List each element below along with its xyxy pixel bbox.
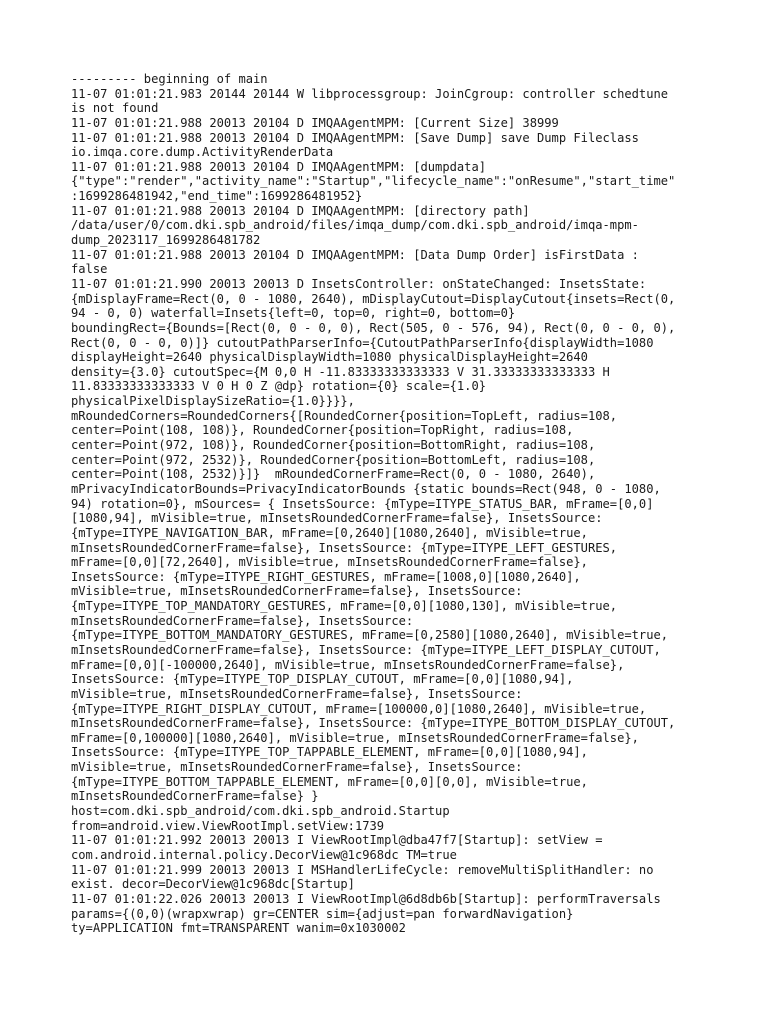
log-line: 11-07 01:01:21.988 20013 20104 D IMQAAgentMPM: [Data Dump Order] isFirstData : xyxy=(71,247,639,262)
log-line: com.android.internal.policy.DecorView@1c968dc TM=true xyxy=(71,847,457,862)
log-line: density={3.0} cutoutSpec={M 0,0 H -11.83333333333333 V 31.33333333333333 H xyxy=(71,364,610,379)
log-document xyxy=(71,72,701,936)
log-line: 11-07 01:01:21.988 20013 20104 D IMQAAgentMPM: [dumpdata] xyxy=(71,159,487,174)
log-line: center=Point(972, 2532)}, RoundedCorner{position=BottomLeft, radius=108, xyxy=(71,452,596,467)
log-line: io.imqa.core.dump.ActivityRenderData xyxy=(71,145,334,160)
log-line: 94 - 0, 0) waterfall=Insets{left=0, top=0, right=0, bottom=0} xyxy=(71,306,516,321)
log-line: Rect(0, 0 - 0, 0)]} cutoutPathParserInfo={CutoutPathParserInfo{displayWidth=1080 xyxy=(71,335,654,350)
log-line: exist. decor=DecorView@1c968dc[Startup] xyxy=(71,877,355,892)
log-line: {mType=ITYPE_TOP_MANDATORY_GESTURES, mFrame=[0,0][1080,130], mVisible=true, xyxy=(71,599,618,614)
log-line: 11-07 01:01:21.988 20013 20104 D IMQAAgentMPM: [directory path] xyxy=(71,203,530,218)
log-line: 11-07 01:01:21.990 20013 20013 D InsetsController: onStateChanged: InsetsState: xyxy=(71,276,647,291)
log-line: displayHeight=2640 physicalDisplayWidth=1080 physicalDisplayHeight=2640 xyxy=(71,350,588,365)
log-line: --------- beginning of main xyxy=(71,72,268,86)
log-line: false xyxy=(71,262,108,277)
log-line: mVisible=true, mInsetsRoundedCornerFrame=false}, InsetsSource: xyxy=(71,584,523,599)
log-line: is not found xyxy=(71,101,159,116)
log-line: :1699286481942,"end_time":1699286481952} xyxy=(71,189,363,204)
log-line: {mDisplayFrame=Rect(0, 0 - 1080, 2640), mDisplayCutout=DisplayCutout{insets=Rect(0, xyxy=(71,291,676,306)
log-line: boundingRect={Bounds=[Rect(0, 0 - 0, 0), Rect(505, 0 - 576, 94), Rect(0, 0 - 0, 0), xyxy=(71,320,676,335)
log-line: mInsetsRoundedCornerFrame=false}, InsetsSource: {mType=ITYPE_LEFT_GESTURES, xyxy=(71,540,618,555)
log-line: host=com.dki.spb_android/com.dki.spb_android.Startup xyxy=(71,804,450,819)
log-line: mInsetsRoundedCornerFrame=false}, InsetsSource: xyxy=(71,613,414,628)
log-line: params={(0,0)(wrapxwrap) gr=CENTER sim={adjust=pan forwardNavigation} xyxy=(71,906,574,921)
log-line: center=Point(108, 2532)}]} mRoundedCornerFrame=Rect(0, 0 - 1080, 2640), xyxy=(71,467,596,482)
log-line: physicalPixelDisplaySizeRatio={1.0}}}}, xyxy=(71,394,355,409)
log-line: from=android.view.ViewRootImpl.setView:1739 xyxy=(71,818,385,833)
log-line: InsetsSource: {mType=ITYPE_TOP_DISPLAY_CUTOUT, mFrame=[0,0][1080,94], xyxy=(71,672,574,687)
log-line: {mType=ITYPE_BOTTOM_TAPPABLE_ELEMENT, mFrame=[0,0][0,0], mVisible=true, xyxy=(71,774,588,789)
log-line: mVisible=true, mInsetsRoundedCornerFrame=false}, InsetsSource: xyxy=(71,760,523,775)
log-line: InsetsSource: {mType=ITYPE_TOP_TAPPABLE_ELEMENT, mFrame=[0,0][1080,94], xyxy=(71,745,588,760)
log-line: mVisible=true, mInsetsRoundedCornerFrame=false}, InsetsSource: xyxy=(71,686,523,701)
log-line: 11.83333333333333 V 0 H 0 Z @dp} rotation={0} scale={1.0} xyxy=(71,379,487,394)
log-line: mFrame=[0,0][-100000,2640], mVisible=true, mInsetsRoundedCornerFrame=false}, xyxy=(71,657,625,672)
log-line: 11-07 01:01:22.026 20013 20013 I ViewRootImpl@6d8db6b[Startup]: performTraversals xyxy=(71,891,661,906)
log-line: /data/user/0/com.dki.spb_android/files/imqa_dump/com.dki.spb_android/imqa-mpm- xyxy=(71,218,639,233)
log-line: 94) rotation=0}, mSources= { InsetsSource: {mType=ITYPE_STATUS_BAR, mFrame=[0,0] xyxy=(71,496,654,511)
log-line: mInsetsRoundedCornerFrame=false}, InsetsSource: {mType=ITYPE_BOTTOM_DISPLAY_CUTOUT, xyxy=(71,716,676,731)
log-line: mFrame=[0,0][72,2640], mVisible=true, mInsetsRoundedCornerFrame=false}, xyxy=(71,555,588,570)
log-line: dump_2023117_1699286481782 xyxy=(71,233,261,248)
log-line: 11-07 01:01:21.983 20144 20144 W libprocessgroup: JoinCgroup: controller schedtune xyxy=(71,86,669,101)
log-line: mInsetsRoundedCornerFrame=false} } xyxy=(71,789,319,804)
log-line: center=Point(108, 108)}, RoundedCorner{position=TopRight, radius=108, xyxy=(71,423,574,438)
log-line: ty=APPLICATION fmt=TRANSPARENT wanim=0x1030002 xyxy=(71,921,406,936)
log-line: [1080,94], mVisible=true, mInsetsRoundedCornerFrame=false}, InsetsSource: xyxy=(71,511,603,526)
log-line: mFrame=[0,100000][1080,2640], mVisible=true, mInsetsRoundedCornerFrame=false}, xyxy=(71,730,639,745)
log-line: {mType=ITYPE_BOTTOM_MANDATORY_GESTURES, mFrame=[0,2580][1080,2640], mVisible=true, xyxy=(71,628,669,643)
log-line: mPrivacyIndicatorBounds=PrivacyIndicatorBounds {static bounds=Rect(948, 0 - 1080, xyxy=(71,481,661,496)
log-line: {"type":"render","activity_name":"Startup","lifecycle_name":"onResume","start_time" xyxy=(71,174,676,189)
log-line: center=Point(972, 108)}, RoundedCorner{position=BottomRight, radius=108, xyxy=(71,438,596,453)
log-line: {mType=ITYPE_NAVIGATION_BAR, mFrame=[0,2640][1080,2640], mVisible=true, xyxy=(71,525,588,540)
log-line: 11-07 01:01:21.988 20013 20104 D IMQAAgentMPM: [Current Size] 38999 xyxy=(71,115,559,130)
log-line: 11-07 01:01:21.999 20013 20013 I MSHandlerLifeCycle: removeMultiSplitHandler: no xyxy=(71,862,654,877)
log-line: mRoundedCorners=RoundedCorners{[RoundedCorner{position=TopLeft, radius=108, xyxy=(71,408,618,423)
log-line: 11-07 01:01:21.992 20013 20013 I ViewRootImpl@dba47f7[Startup]: setView = xyxy=(71,833,603,848)
log-line: InsetsSource: {mType=ITYPE_RIGHT_GESTURES, mFrame=[1008,0][1080,2640], xyxy=(71,569,581,584)
log-line: {mType=ITYPE_RIGHT_DISPLAY_CUTOUT, mFrame=[100000,0][1080,2640], mVisible=true, xyxy=(71,701,647,716)
log-line: 11-07 01:01:21.988 20013 20104 D IMQAAgentMPM: [Save Dump] save Dump Fileclass xyxy=(71,130,639,145)
log-line: mInsetsRoundedCornerFrame=false}, InsetsSource: {mType=ITYPE_LEFT_DISPLAY_CUTOUT, xyxy=(71,642,661,657)
